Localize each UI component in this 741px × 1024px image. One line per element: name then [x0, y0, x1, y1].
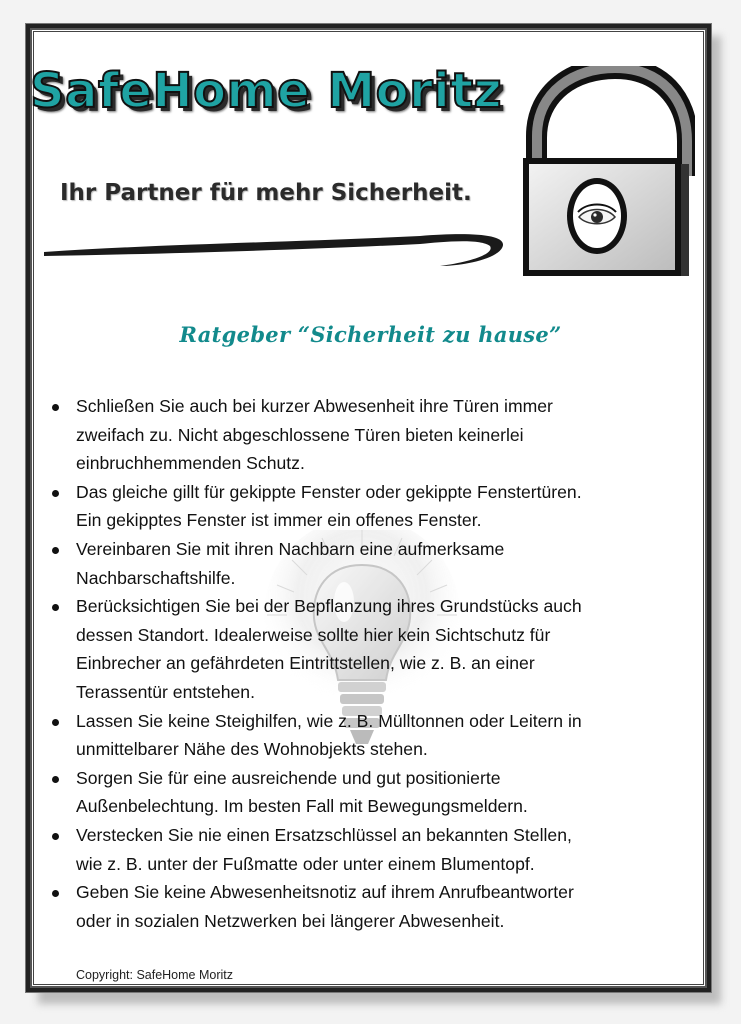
- bullet-icon: [52, 719, 59, 726]
- tip-line: Terassentür entstehen.: [76, 681, 255, 702]
- tip-line: Verstecken Sie nie einen Ersatzschlüssel an bekannten Stellen,: [76, 824, 572, 845]
- tip-line: Das gleiche gillt für gekippte Fenster oder gekippte Fenstertüren.: [76, 481, 582, 502]
- tip-line: Einbrecher an gefährdeten Eintrittstellen, wie z. B. an einer: [76, 653, 535, 674]
- tip-item: [52, 535, 682, 592]
- tip-item: [52, 764, 682, 821]
- tip-line: Nachbarschaftshilfe.: [76, 567, 236, 588]
- brand-tagline: Ihr Partner für mehr Sicherheit.: [60, 180, 472, 206]
- tip-line: zweifach zu. Nicht abgeschlossene Türen bieten keinerlei: [76, 424, 524, 445]
- tip-line: Außenbelechtung. Im besten Fall mit Bewegungsmeldern.: [76, 796, 528, 817]
- tip-line: Ein gekipptes Fenster ist immer ein offenes Fenster.: [76, 510, 482, 531]
- tip-line: Lassen Sie keine Steighilfen, wie z. B. Mülltonnen oder Leitern in: [76, 710, 582, 731]
- tip-line: dessen Standort. Idealerweise sollte hier kein Sichtschutz für: [76, 624, 551, 645]
- tip-line: einbruchhemmenden Schutz.: [76, 453, 305, 474]
- tip-item: [52, 592, 682, 706]
- bullet-icon: [52, 890, 59, 897]
- bullet-icon: [52, 547, 59, 554]
- bullet-icon: [52, 833, 59, 840]
- copyright-notice: Copyright: SafeHome Moritz: [76, 968, 234, 982]
- tip-item: [52, 478, 682, 535]
- tip-line: Sorgen Sie für eine ausreichende und gut positionierte: [76, 767, 501, 788]
- bullet-icon: [52, 490, 59, 497]
- swoosh-decoration: [40, 222, 520, 272]
- bullet-icon: [52, 604, 59, 611]
- tip-line: Vereinbaren Sie mit ihren Nachbarn eine aufmerksame: [76, 538, 505, 559]
- tip-item: [52, 878, 682, 935]
- tip-line: Berücksichtigen Sie bei der Bepflanzung ihres Grundstücks auch: [76, 596, 582, 617]
- tip-line: oder in sozialen Netzwerken bei längerer Abwesenheit.: [76, 910, 505, 931]
- tip-line: wie z. B. unter der Fußmatte oder unter einem Blumentopf.: [76, 853, 535, 874]
- brand-logo-title: SafeHome Moritz: [30, 63, 503, 119]
- bullet-icon: [52, 776, 59, 783]
- bullet-icon: [52, 404, 59, 411]
- tip-item: [52, 392, 682, 478]
- guide-title: Ratgeber “Sicherheit zu hause”: [179, 322, 562, 347]
- tip-item: [52, 821, 682, 878]
- tip-line: Schließen Sie auch bei kurzer Abwesenheit ihre Türen immer: [76, 396, 553, 416]
- tip-line: unmittelbarer Nähe des Wohnobjekts stehen.: [76, 739, 428, 760]
- tip-item: [52, 707, 682, 764]
- tip-line: Geben Sie keine Abwesenheitsnotiz auf ihrem Anrufbeantworter: [76, 882, 574, 903]
- tips-list: [52, 392, 682, 935]
